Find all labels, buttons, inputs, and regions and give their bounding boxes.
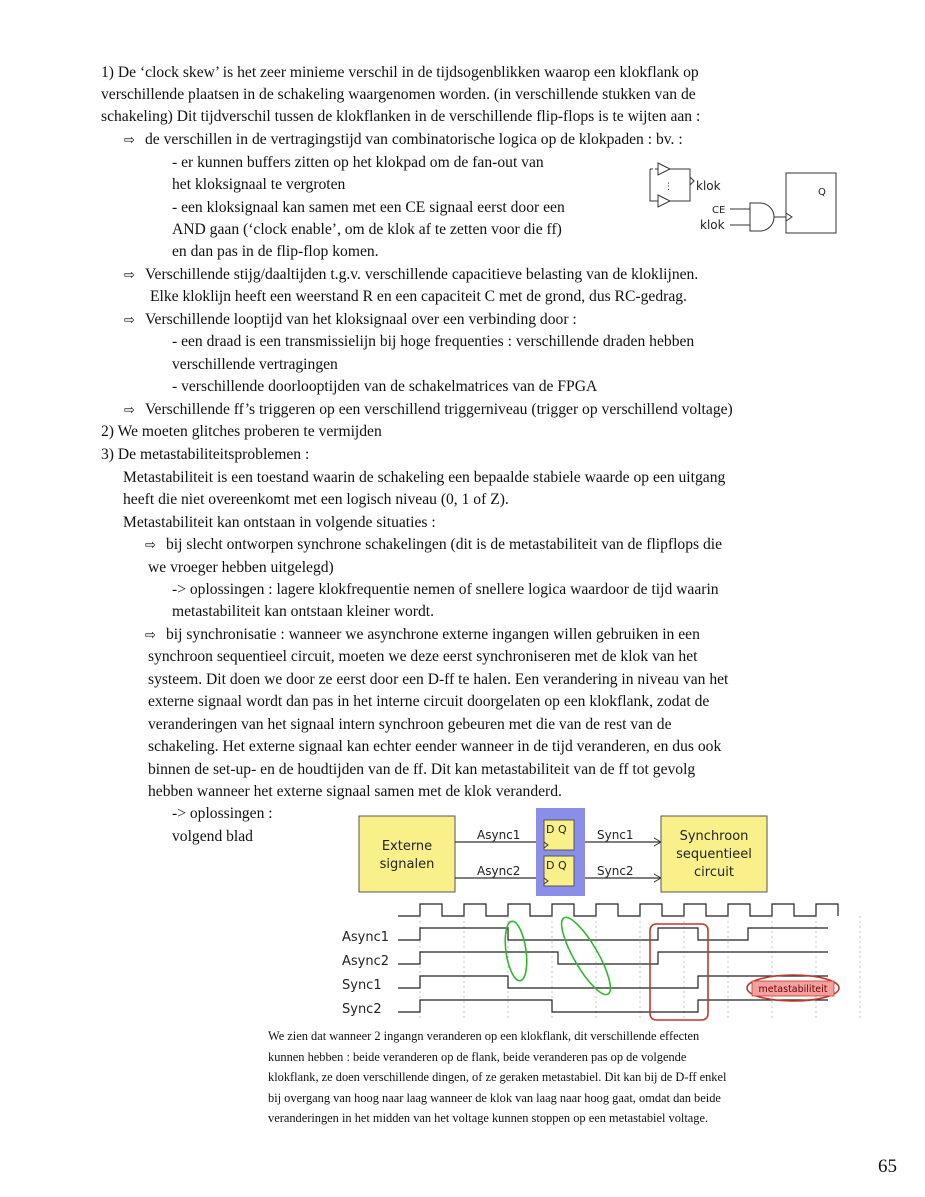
- text-line: [148, 781, 562, 803]
- text-line: [123, 512, 436, 534]
- sync1-label: Sync1: [597, 828, 634, 842]
- text-line-content: schakeling. Het externe signaal kan echter eender wanneer in de tijd veranderen, en dus ook: [148, 738, 722, 755]
- timing-row-label: Async2: [342, 954, 390, 969]
- green-ellipse-2: [554, 912, 619, 1000]
- text-line: [166, 534, 722, 556]
- circuit-label: circuit: [694, 865, 734, 880]
- text-line: [148, 557, 334, 579]
- text-line: [148, 646, 697, 668]
- text-line: [145, 399, 733, 421]
- text-line: [148, 736, 721, 758]
- text-line-content: Verschillende stijg/daaltijden t.g.v. verschillende capacitieve belasting van de kloklijnen.: [145, 266, 699, 283]
- text-line-content: -> oplossingen :: [172, 805, 273, 822]
- text-line-content: 1) De ‘clock skew’ is het zeer minieme verschil in de tijdsogenblikken waarop een klokflank op: [101, 64, 699, 81]
- arrow-icon: ⇨: [124, 403, 135, 418]
- svg-text:⋮: ⋮: [664, 182, 673, 192]
- text-line: [123, 489, 509, 511]
- ff1-label: D Q: [546, 823, 567, 836]
- text-line: [101, 84, 696, 106]
- arrow-icon: ⇨: [145, 538, 156, 553]
- text-line: [166, 624, 700, 646]
- text-line-content: hebben wanneer het externe signaal samen met de klok veranderd.: [148, 783, 562, 800]
- text-line-content: Verschillende ff’s triggeren op een verschillend triggerniveau (trigger op verschillend voltage): [145, 401, 733, 418]
- text-line-content: - verschillende doorlooptijden van de schakelmatrices van de FPGA: [172, 378, 598, 395]
- async1-label: Async1: [477, 828, 521, 842]
- synchroon-label: Synchroon: [679, 829, 749, 844]
- green-ellipse-1: [502, 920, 530, 982]
- text-line: [172, 331, 694, 353]
- text-line-content: bij slecht ontworpen synchrone schakelingen (dit is de metastabiliteit van de flipflops die: [166, 536, 723, 553]
- text-line-content: Metastabiliteit is een toestand waarin de schakeling een bepaalde stabiele waarde op een uitgang: [123, 469, 726, 486]
- text-line-content: 3) De metastabiliteitsproblemen :: [101, 446, 310, 463]
- arrow-icon: ⇨: [145, 628, 156, 643]
- text-line-content: - een draad is een transmissielijn bij hoge frequenties : verschillende draden hebben: [172, 333, 695, 350]
- ff2-label: D Q: [546, 859, 567, 872]
- text-line-content: Metastabiliteit kan ontstaan in volgende situaties :: [123, 514, 436, 531]
- text-line: [150, 286, 687, 308]
- caption-line: klokflank, ze doen verschillende dingen, of ze geraken metastabiel. Dit kan bij de D-ff enkel: [268, 1070, 727, 1084]
- text-line-content: AND gaan (‘clock enable’, om de klok af te zetten voor die ff): [172, 221, 562, 238]
- text-line: [101, 444, 309, 466]
- klok-label: klok: [696, 179, 721, 193]
- caption-line: veranderingen in het midden van het voltage kunnen stoppen op een metastabiel voltage.: [268, 1111, 709, 1125]
- text-line: [172, 376, 597, 398]
- text-line-content: we vroeger hebben uitgelegd): [148, 559, 334, 576]
- q-label: Q: [818, 187, 826, 198]
- timing-row-label: Sync2: [342, 1002, 382, 1017]
- text-line: [172, 803, 273, 825]
- signalen-label: signalen: [379, 857, 435, 872]
- caption-line: We zien dat wanneer 2 ingangn veranderen op een klokflank, dit verschillende effecten: [268, 1029, 700, 1043]
- text-line-content: binnen de set-up- en de houdtijden van de ff. Dit kan metastabiliteit van de ff tot gevolg: [148, 761, 696, 778]
- caption-line: kunnen hebben : beide veranderen op de flank, beide veranderen pas op de volgende: [268, 1049, 687, 1064]
- sequentieel-label: sequentieel: [676, 847, 752, 862]
- text-line: [101, 62, 699, 84]
- text-line: [145, 309, 577, 331]
- text-line: [145, 129, 683, 151]
- text-line: [148, 691, 709, 713]
- text-line-content: - er kunnen buffers zitten op het klokpad om de fan-out van: [172, 154, 544, 171]
- text-line: [172, 601, 434, 623]
- text-line: [148, 669, 728, 691]
- text-line-content: synchroon sequentieel circuit, moeten we deze eerst synchroniseren met de klok van het: [148, 648, 698, 665]
- text-line-content: de verschillen in de vertragingstijd van combinatorische logica op de klokpaden : bv. :: [145, 131, 683, 148]
- text-line-content: externe signaal wordt dan pas in het interne circuit doorgelaten op een klokflank, zodat de: [148, 693, 710, 710]
- text-line: [123, 467, 725, 489]
- text-line-content: Verschillende looptijd van het kloksignaal over een verbinding door :: [145, 311, 577, 328]
- text-line: [172, 152, 544, 174]
- text-line-content: verschillende vertragingen: [172, 356, 338, 373]
- text-line-content: 2) We moeten glitches proberen te vermijden: [101, 423, 382, 440]
- text-line: [172, 579, 719, 601]
- externe-signalen-box: [359, 816, 455, 892]
- caption-line: bij overgang van hoog naar laag wanneer de klok van laag naar hoog gaat, omdat dan beide: [268, 1090, 721, 1105]
- klok2-label: klok: [700, 218, 725, 232]
- timing-row-label: Async1: [342, 930, 390, 945]
- text-line-content: het kloksignaal te vergroten: [172, 176, 346, 193]
- arrow-icon: ⇨: [124, 313, 135, 328]
- text-line-content: heeft die niet overeenkomt met een logisch niveau (0, 1 of Z).: [123, 491, 509, 508]
- red-highlight-box: [650, 924, 708, 1020]
- text-line-content: metastabiliteit kan ontstaan kleiner wordt.: [172, 603, 434, 620]
- text-line-content: systeem. Dit doen we door ze eerst door een D-ff te halen. Een verandering in niveau van het: [148, 671, 729, 688]
- sync2-label: Sync2: [597, 864, 634, 878]
- timing-row-label: Sync1: [342, 978, 382, 993]
- text-line-content: - een kloksignaal kan samen met een CE signaal eerst door een: [172, 199, 565, 216]
- text-line: [148, 714, 672, 736]
- text-line: [148, 759, 695, 781]
- waveform-async2: [398, 952, 828, 964]
- synchronizer-diagram: [355, 808, 785, 898]
- arrow-icon: ⇨: [124, 133, 135, 148]
- text-line: [172, 197, 565, 219]
- text-line: [172, 241, 379, 263]
- waveform-sync2: [398, 1000, 828, 1012]
- ce-label: CE: [712, 205, 726, 216]
- clock-waveform: [398, 904, 838, 916]
- text-line-content: volgend blad: [172, 828, 253, 845]
- text-line: [172, 174, 345, 196]
- text-line-content: Elke kloklijn heeft een weerstand R en een capaciteit C met de grond, dus RC-gedrag.: [150, 288, 687, 305]
- text-line-content: -> oplossingen : lagere klokfrequentie nemen of snellere logica waardoor de tijd waarin: [172, 581, 719, 598]
- text-line: [172, 354, 338, 376]
- clock-path-figure: [638, 163, 826, 238]
- text-line: [172, 826, 253, 848]
- externe-label: Externe: [381, 839, 433, 854]
- page-number: 65: [878, 1156, 897, 1177]
- text-line-content: veranderingen van het signaal intern synchroon gebeuren met die van de rest van de: [148, 716, 672, 733]
- text-line: [101, 106, 700, 128]
- text-line-content: bij synchronisatie : wanneer we asynchrone externe ingangen willen gebruiken in een: [166, 626, 700, 643]
- metastabiliteit-label: metastabiliteit: [758, 984, 828, 995]
- text-line: [145, 264, 698, 286]
- async2-label: Async2: [477, 864, 521, 878]
- timing-diagram: [338, 896, 838, 1024]
- text-line-content: verschillende plaatsen in de schakeling waargenomen worden. (in verschillende stukken van de: [101, 86, 696, 103]
- text-line: [172, 219, 562, 241]
- text-line: [101, 421, 382, 443]
- text-line-content: en dan pas in de flip-flop komen.: [172, 243, 379, 260]
- arrow-icon: ⇨: [124, 268, 135, 283]
- text-line-content: schakeling) Dit tijdverschil tussen de klokflanken in de verschillende flip-flops is te wijten aan :: [101, 108, 701, 125]
- waveform-async1: [398, 928, 828, 940]
